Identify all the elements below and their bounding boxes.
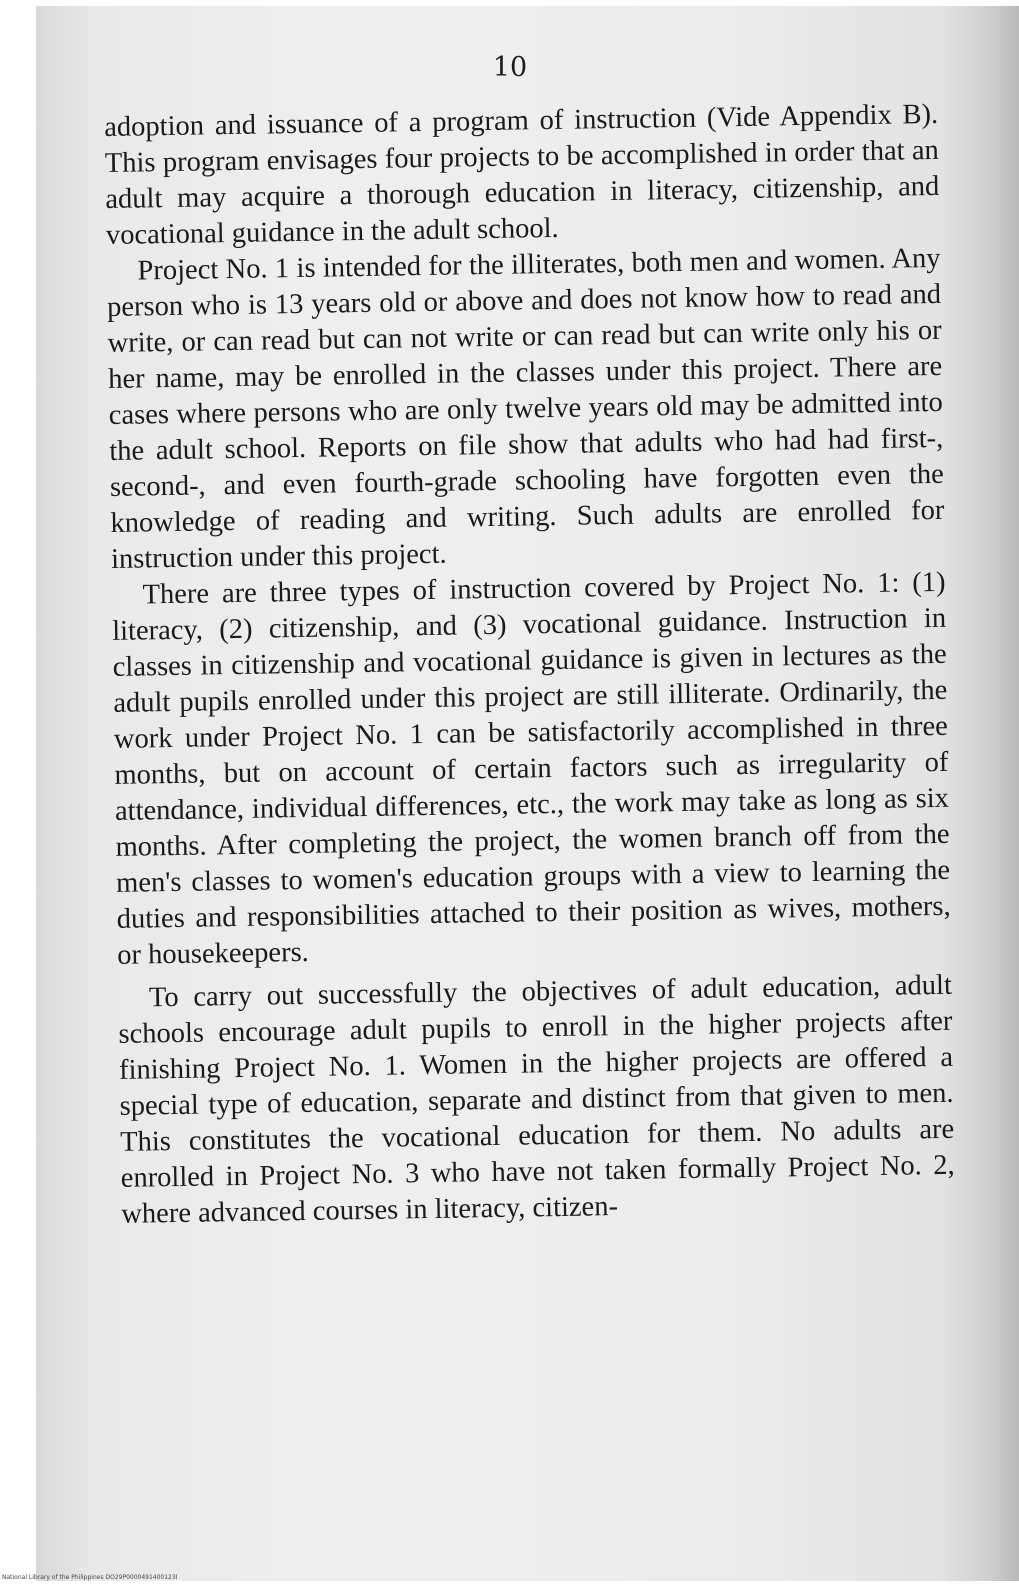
paragraph-3: There are three types of instruction covered by Project No. 1: (1) literacy, (2) citizenship, and (3) vocational guidance. Instruction in classes in citizenship and vocational guidance is given in lectures as the adult pupils enrolled under this project are still illiterate. Ordinarily, the work under Project No. 1 can be satisfactorily accomplished in three months, but on account of certain factors such as irregularity of attendance, individual differences, etc., the work may take as long as six months. After completing the project, the women branch off from the men's classes to women's education groups with a view to learning the duties and responsibilities attached to their position as wives, mothers, or housekeepers. (111, 566, 951, 971)
page-number: 10 (492, 52, 528, 83)
paragraph-1: adoption and issuance of a program of instruction (Vide Appendix B). This program envisages four projects to be accomplished in order that an adult may acquire a thorough education in literacy, citizenship, and vocational guidance in the adult school. (104, 98, 940, 251)
paragraph-4: To carry out successfully the objectives of adult education, adult schools encourage adult pupils to enroll in the higher projects after finishing Project No. 1. Women in the higher projects are offered a special type of education, separate and distinct from that given to men. This constitutes the vocational education for them. No adults are enrolled in Project No. 3 who have not taken formally Project No. 2, where advanced courses in literacy, citizen- (118, 969, 955, 1230)
paragraph-2: Project No. 1 is intended for the illiterates, both men and women. Any person who is 13 years old or above and does not know how to read and write, or can read but can not write or can read but can write only his or her name, may be enrolled in the classes under this project. There are cases where persons who are only twelve years old may be admitted into the adult school. Reports on file show that adults who had had first-, second-, and even fourth-grade schooling have forgotten even the knowledge of reading and writing. Such adults are enrolled for instruction under this project. (106, 242, 945, 575)
body-text (104, 97, 956, 1233)
scan-footer-mark: National Library of the Philippines DO29P0000491400123I (2, 1574, 178, 1581)
